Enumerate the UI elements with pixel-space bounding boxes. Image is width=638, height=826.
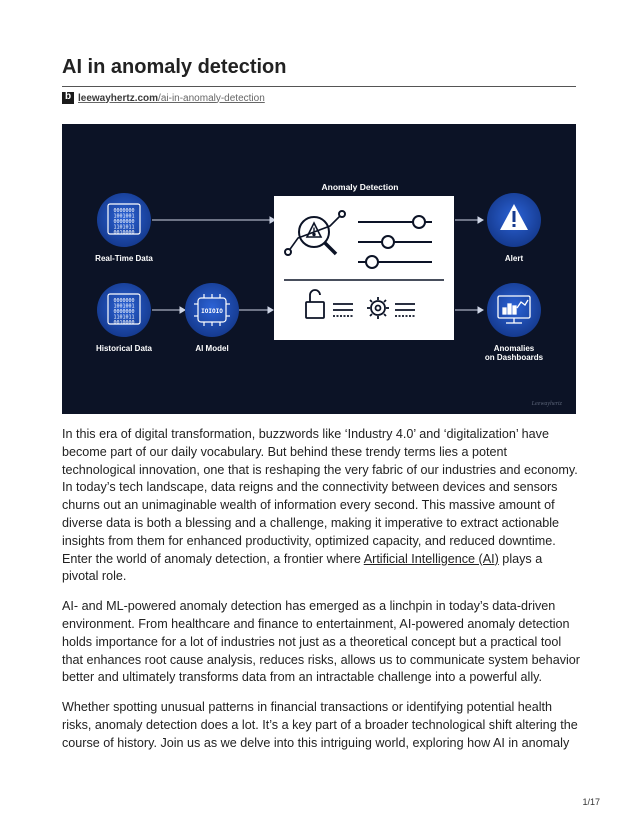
source-link[interactable] (78, 93, 265, 104)
binary-row: 0010000 (113, 320, 135, 326)
ai-model-node (185, 283, 239, 337)
realtime-data-node (97, 193, 151, 247)
binary-row: 0000000 (113, 298, 135, 304)
ai-link[interactable]: Artificial Intelligence (AI) (363, 551, 499, 566)
source-domain: leewayhertz.com (78, 92, 159, 104)
dashboards-node (487, 283, 541, 337)
binary-row: 0000000 (113, 208, 135, 214)
alert-label: Alert (504, 254, 524, 263)
anomaly-detection-panel (274, 196, 454, 340)
binary-row: 1101011 (113, 224, 135, 231)
dashboards-label-line2: on Dashboards (484, 353, 544, 362)
historical-data-node (97, 283, 151, 337)
page-number: 1/17 (582, 797, 600, 807)
title-divider (62, 86, 576, 87)
anomaly-detection-diagram (62, 124, 576, 414)
watermark: Leewayhertz (531, 401, 562, 407)
diagram-header: Anomaly Detection (321, 182, 399, 192)
source-path: /ai-in-anomaly-detection (158, 92, 265, 104)
ai-model-label: AI Model (195, 344, 229, 353)
paragraph-3: Whether spotting unusual patterns in financial transactions or identifying potential health risks, anomaly detection does a lot. It’s a key part of a broader technological shift altering the course of history. Join us as we delve into this intriguing world, exploring how AI in anomaly (62, 700, 578, 750)
binary-row: 0000000 (113, 219, 135, 225)
article-body (62, 426, 580, 765)
binary-row: 0000000 (113, 309, 135, 315)
paragraph-1 (62, 426, 580, 586)
paragraph-1-text: In this era of digital transformation, buzzwords like ‘Industry 4.0’ and ‘digitalization’ have become part of our daily vocabulary. But behind these trendy terms lies a potent technological innovation, one that is reshaping the very fabric of our industries and economy. In today’s tech landscape, data reigns and the connectivity between devices and sensors churns out an unimaginable wealth of information every second. This massive amount of diverse data is both a blessing and a challenge, making it imperative to extract actionable insights from them for enhanced productivity, optimized capacity, and reduced downtime. Enter the world of anomaly detection, a frontier where (62, 427, 578, 566)
chip-text: IOIOIO (201, 308, 223, 315)
binary-row: 1001001 (113, 303, 135, 310)
paragraph-2: AI- and ML-powered anomaly detection has emerged as a linchpin in today’s data-driven environment. From healthcare and finance to entertainment, AI-powered anomaly detection holds importance for a lot of industries not just as a theoretical concept but a practical tool that enhances root cause analysis, reduces risks, allows us to communicate system behavior better and ultimately transforms data from an intractable challenge into a powerful ally. (62, 599, 580, 685)
leewayhertz-logo-icon (62, 92, 74, 104)
alert-node (487, 193, 541, 247)
binary-row: 1001001 (113, 213, 135, 220)
binary-row: 0010000 (113, 230, 135, 236)
page-title: AI in anomaly detection (62, 56, 287, 78)
historical-data-label: Historical Data (95, 344, 153, 353)
source-line (62, 92, 265, 104)
binary-row: 1101011 (113, 314, 135, 321)
realtime-data-label: Real-Time Data (95, 254, 153, 263)
dashboards-label-line1: Anomalies (493, 344, 535, 353)
paragraph-1-tail: plays a pivotal role. (62, 551, 543, 584)
